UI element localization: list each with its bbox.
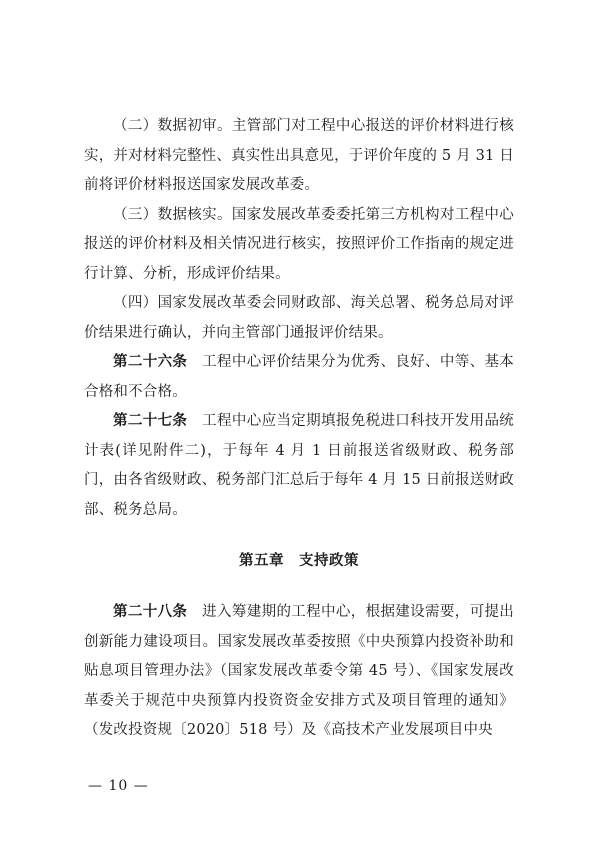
article-28-text: 进入筹建期的工程中心，根据建设需要，可提出创新能力建设项目。国家发展改革委按照《中央预算内投资补助和贴息项目管理办法》（国家发展改革委令第 45 号）、《国家发展改革委关于规范中央预算内投资资金安排方式及项目管理的通知》（发改投资规〔2020〕518 号）及《高技术产业发展项目中央	[84, 604, 515, 738]
article-28	[84, 598, 514, 746]
chapter-heading: 第五章 支持政策	[239, 553, 359, 569]
article-26-text: 工程中心评价结果分为优秀、良好、中等、基本合格和不合格。	[84, 354, 515, 400]
paragraph-data-verification: （三）数据核实。国家发展改革委委托第三方机构对工程中心报送的评价材料及相关情况进行核实，按照评价工作指南的规定进行计算、分析，形成评价结果。	[84, 206, 514, 282]
page-number: — 10 —	[88, 778, 149, 794]
body-text	[84, 112, 514, 746]
article-28-label: 第二十八条	[113, 604, 188, 620]
article-27-label: 第二十七条	[113, 413, 188, 429]
paragraph-result-confirmation: （四）国家发展改革委会同财政部、海关总署、税务总局对评价结果进行确认，并向主管部门通报评价结果。	[84, 295, 514, 341]
paragraph-preliminary-review: （二）数据初审。主管部门对工程中心报送的评价材料进行核实，并对材料完整性、真实性出具意见，于评价年度的 5 月 31 日前将评价材料报送国家发展改革委。	[84, 118, 514, 193]
article-26-label: 第二十六条	[113, 354, 188, 370]
article-26	[84, 348, 514, 407]
article-27	[84, 407, 514, 525]
article-27-text: 工程中心应当定期填报免税进口科技开发用品统计表(详见附件二)，于每年 4 月 1 日前报送省级财政、税务部门，由各省级财政、税务部门汇总后于每年 4 月 15 日前报送财政部、税务总局。	[84, 413, 515, 518]
